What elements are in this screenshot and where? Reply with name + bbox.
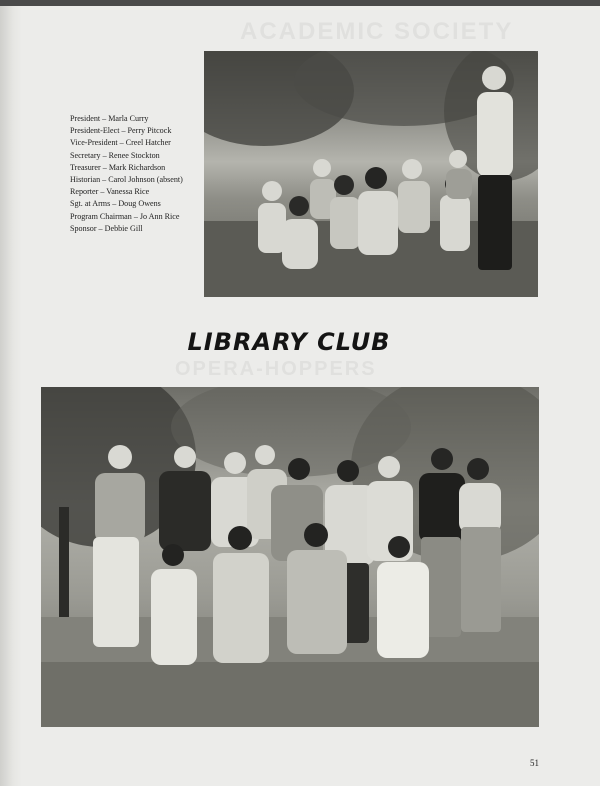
officer-program-chairman: Program Chairman – Jo Ann Rice <box>70 211 180 221</box>
officers-group-photo <box>204 51 538 297</box>
show-through-text-top: ACADEMIC SOCIETY <box>240 18 514 45</box>
officer-historian: Historian – Carol Johnson (absent) <box>70 175 183 185</box>
members-photo-illustration <box>41 387 539 727</box>
officer-treasurer: Treasurer – Mark Richardson <box>70 162 166 172</box>
officers-photo-illustration <box>204 51 538 297</box>
page-number: 51 <box>530 758 539 768</box>
page-title: LIBRARY CLUB <box>187 328 391 356</box>
officer-sgt-at-arms: Sgt. at Arms – Doug Owens <box>70 199 161 209</box>
officer-secretary: Secretary – Renee Stockton <box>70 150 160 160</box>
officers-list <box>70 113 202 235</box>
officer-vice-president: Vice-President – Creel Hatcher <box>70 138 171 148</box>
page-spine-shadow <box>0 6 22 786</box>
officer-reporter: Reporter – Vanessa Rice <box>70 187 150 197</box>
officer-president: President – Marla Curry <box>70 114 149 123</box>
yearbook-page <box>0 6 600 786</box>
officer-president-elect: President-Elect – Perry Pitcock <box>70 126 172 136</box>
officer-sponsor: Sponsor – Debbie Gill <box>70 223 143 233</box>
members-group-photo <box>41 387 539 727</box>
show-through-text-middle: OPERA-HOPPERS <box>175 358 377 380</box>
